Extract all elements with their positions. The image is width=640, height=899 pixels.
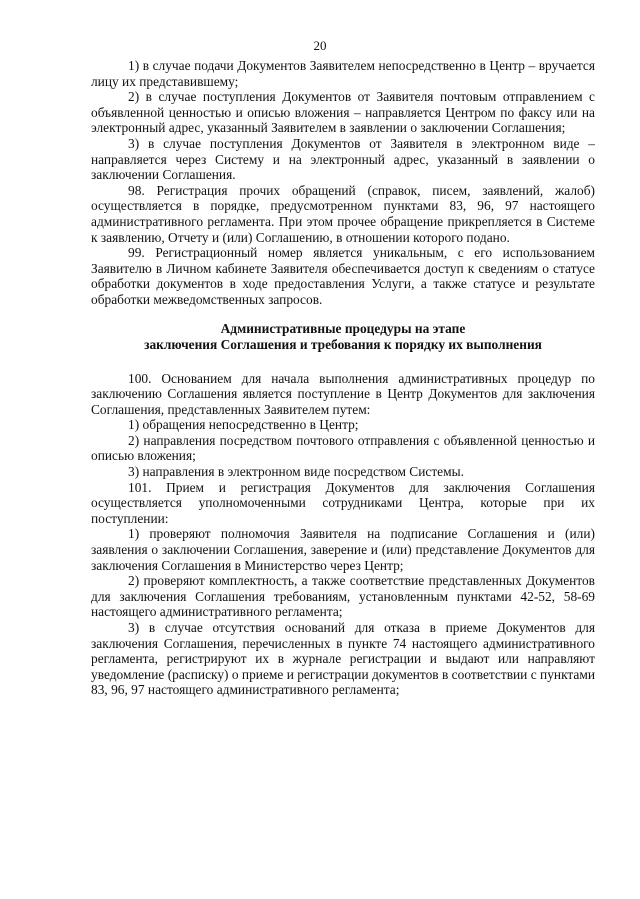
section-heading-line-2: заключения Соглашения и требования к порядку их выполнения (144, 336, 542, 352)
paragraph-101-item-3: 3) в случае отсутствия оснований для отказа в приеме Документов для заключения Соглашения, перечисленных в пункте 74 настоящего административного регламента, регистрируют их в журнале регистрации и выдают или направляют уведомление (расписку) о приеме и регистрации документов в соответствии с пунктами 83, 96, 97 настоящего административного регламента; (91, 620, 595, 698)
section-heading-line-1: Административные процедуры на этапе (220, 320, 466, 336)
paragraph-101-item-1: 1) проверяют полномочия Заявителя на подписание Соглашения и (или) заявления о заключении Соглашения, заверение и (или) представление Документов для заключения Соглашения в Министерство через Центр; (91, 526, 595, 573)
paragraph-99: 99. Регистрационный номер является уникальным, с его использованием Заявителю в Личном кабинете Заявителя обеспечивается доступ к сведениям о статусе обработки документов в ходе предоставления Услуги, а также статусе и результате обработки межведомственных запросов. (91, 245, 595, 307)
document-body (91, 58, 595, 698)
spacer (91, 353, 595, 371)
paragraph-101: 101. Прием и регистрация Документов для заключения Соглашения осуществляется уполномоченными сотрудниками Центра, которые при их поступлении: (91, 479, 595, 526)
paragraph-100-item-3: 3) направления в электронном виде посредством Системы. (128, 464, 464, 480)
page-number: 20 (313, 38, 327, 53)
paragraph-98: 98. Регистрация прочих обращений (справок, писем, заявлений, жалоб) осуществляется в порядке, предусмотренном пунктами 83, 96, 97 настоящего административного регламента. При этом прочее обращение прикрепляется в Системе к заявлению, Отчету и (или) Соглашению, в отношении которого подано. (91, 182, 595, 245)
paragraph-delivery-1: 1) в случае подачи Документов Заявителем непосредственно в Центр – вручается лицу их представившему; (91, 58, 595, 89)
paragraph-delivery-3: 3) в случае поступления Документов от Заявителя в электронном виде – направляется через Систему и на электронный адрес, указанный в заявлении о заключении Соглашения. (91, 135, 595, 183)
paragraph-100: 100. Основанием для начала выполнения административных процедур по заключению Соглашения является поступление в Центр Документов для заключения Соглашения, представленных Заявителем путем: (91, 370, 595, 417)
section-heading (91, 321, 595, 353)
spacer (91, 308, 595, 321)
paragraph-100-item-2: 2) направления посредством почтового отправления с объявленной ценностью и описью вложения; (91, 432, 595, 464)
paragraph-101-item-2: 2) проверяют комплектность, а также соответствие представленных Документов для заключения Соглашения требованиям, установленным пунктами 42-52, 58-69 настоящего административного регламента; (91, 573, 595, 620)
paragraph-delivery-2: 2) в случае поступления Документов от Заявителя почтовым отправлением с объявленной ценностью и описью вложения – направляется Центром по факсу или на электронный адрес, указанный Заявителем в заявлении о заключении Соглашения; (91, 89, 595, 136)
paragraph-100-item-1: 1) обращения непосредственно в Центр; (128, 417, 359, 433)
